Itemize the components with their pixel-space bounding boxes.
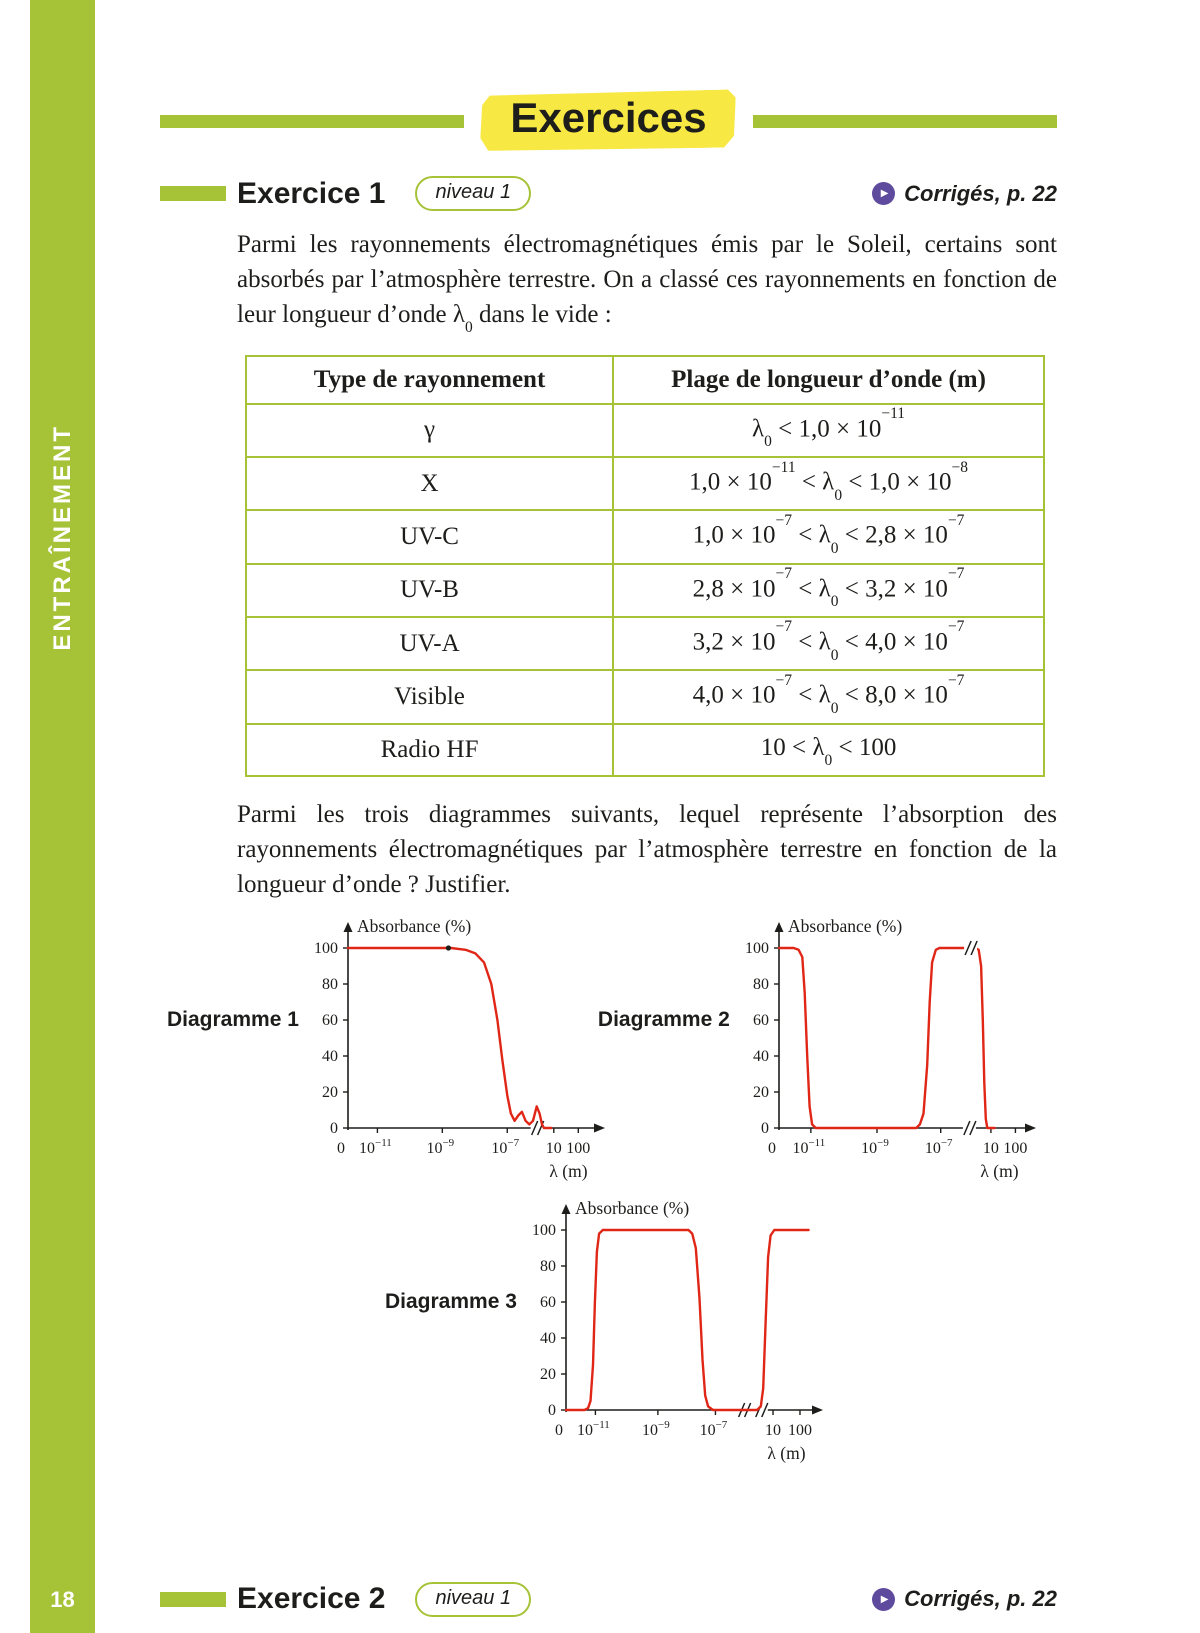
radiation-type-cell: UV-C [246, 510, 613, 563]
absorbance-chart [302, 910, 612, 1182]
x-axis-label: λ (m) [549, 1160, 588, 1181]
y-axis-label: Absorbance (%) [574, 1197, 690, 1218]
diagram-3-chart [520, 1192, 830, 1464]
svg-text:10−9: $10^{-9}$ [641, 1418, 670, 1439]
sidebar-band [30, 0, 95, 1633]
svg-text:10−11: $10^{-11}$ [358, 1136, 392, 1157]
exercise1-question: Parmi les trois diagrammes suivants, lequel représente l’absorption des rayonnements électromagnétiques par l’atmosphère terrestre en fonction de la longueur d’onde ? Justifier. [237, 800, 1057, 898]
exercises-header [160, 92, 1057, 150]
exercise2-level-badge: niveau 1 [415, 1582, 531, 1617]
table-row [246, 457, 1044, 510]
play-circle-icon: ▶ [872, 182, 895, 205]
charts-row-1 [167, 910, 1057, 1182]
svg-text:60: 60 [752, 1011, 769, 1029]
table-row [246, 617, 1044, 670]
absorbance-chart [520, 1192, 830, 1464]
svg-text:10−7: $10^{-7}$ [924, 1136, 953, 1157]
page-title-text: Exercices [510, 94, 707, 141]
page-number: 18 [50, 1587, 75, 1612]
radiation-type-cell: UV-A [246, 617, 613, 670]
svg-text:60: 60 [321, 1011, 338, 1029]
header-rule-left [160, 115, 464, 128]
table-row [246, 670, 1044, 723]
svg-text:10−9: $10^{-9}$ [860, 1136, 889, 1157]
page-content [167, 0, 1057, 1617]
exercise1-title: Exercice 1 [237, 176, 386, 210]
radiation-table [245, 355, 1045, 777]
svg-text:10−9: $10^{-9}$ [426, 1136, 455, 1157]
svg-text:100: 100 [313, 939, 338, 957]
svg-text:0: 0 [767, 1139, 776, 1157]
svg-text:10: 10 [545, 1139, 562, 1157]
radiation-type-cell: γ [246, 404, 613, 457]
svg-text:100: 100 [566, 1139, 591, 1157]
svg-text:100: 100 [1003, 1139, 1028, 1157]
exercise1-intro: Parmi les rayonnements électromagnétiques émis par le Soleil, certains sont absorbés par l’atmosphère terrestre. On a classé ces rayonnements en fonction de leur longueur d’onde $\lambda_0$ dans le vide : [237, 231, 1057, 337]
svg-text:10: 10 [764, 1421, 781, 1439]
svg-text:0: 0 [760, 1119, 769, 1137]
svg-text:0: 0 [547, 1401, 556, 1419]
exercise2-corriges-link[interactable] [872, 1586, 1057, 1612]
svg-text:80: 80 [539, 1257, 556, 1275]
radiation-type-cell: Radio HF [246, 724, 613, 776]
exercise2-title: Exercice 2 [237, 1582, 386, 1616]
wavelength-range-cell: $3,2 \times 10^{-7} < \lambda_0 < 4,0 \times 10^{-7}$ [613, 617, 1044, 670]
sidebar-label-text: ENTRAÎNEMENT [48, 423, 76, 651]
diagram-2-label: Diagramme 2 [597, 1007, 730, 1031]
page-title [480, 92, 736, 150]
svg-text:0: 0 [329, 1119, 338, 1137]
x-axis-label: λ (m) [767, 1442, 806, 1463]
table-header-row [246, 356, 1044, 404]
diagram-3 [385, 1192, 830, 1464]
svg-text:80: 80 [321, 975, 338, 993]
svg-text:10−11: $10^{-11}$ [576, 1418, 610, 1439]
wavelength-range-cell: $1,0 \times 10^{-7} < \lambda_0 < 2,8 \times 10^{-7}$ [613, 510, 1044, 563]
charts-row-2 [385, 1192, 1057, 1464]
table-row [246, 564, 1044, 617]
diagrams-section [167, 910, 1057, 1464]
exercise1-level-badge: niveau 1 [415, 176, 531, 211]
exercise1-marker-bar [160, 186, 226, 201]
wavelength-range-cell: $2,8 \times 10^{-7} < \lambda_0 < 3,2 \times 10^{-7}$ [613, 564, 1044, 617]
svg-text:80: 80 [752, 975, 769, 993]
svg-text:10−7: $10^{-7}$ [699, 1418, 728, 1439]
svg-text:60: 60 [539, 1293, 556, 1311]
diagram-2-chart [733, 910, 1043, 1182]
svg-text:40: 40 [539, 1329, 556, 1347]
y-axis-label: Absorbance (%) [356, 915, 472, 936]
radiation-type-cell: UV-B [246, 564, 613, 617]
corriges-label: Corrigés, p. 22 [904, 180, 1057, 206]
radiation-type-cell: X [246, 457, 613, 510]
sidebar-label [30, 398, 95, 676]
play-circle-icon: ▶ [872, 1588, 895, 1611]
table-row [246, 404, 1044, 457]
wavelength-range-cell: $1,0 \times 10^{-11} < \lambda_0 < 1,0 \times 10^{-8}$ [613, 457, 1044, 510]
radiation-table-body [246, 404, 1044, 776]
svg-text:10−11: $10^{-11}$ [792, 1136, 826, 1157]
svg-text:0: 0 [336, 1139, 345, 1157]
column-header-type: Type de rayonnement [246, 356, 613, 404]
x-axis-label: λ (m) [980, 1160, 1019, 1181]
column-header-range: Plage de longueur d’onde (m) [613, 356, 1044, 404]
radiation-type-cell: Visible [246, 670, 613, 723]
diagram-2 [598, 910, 1043, 1182]
diagram-1-label: Diagramme 1 [167, 1007, 299, 1031]
svg-text:20: 20 [321, 1083, 338, 1101]
svg-text:100: 100 [744, 939, 769, 957]
absorbance-chart [733, 910, 1043, 1182]
svg-text:10: 10 [982, 1139, 999, 1157]
table-row [246, 724, 1044, 776]
diagram-1-chart [302, 910, 612, 1182]
exercise2-header [160, 1582, 1057, 1617]
svg-text:10−7: $10^{-7}$ [491, 1136, 520, 1157]
corriges-label: Corrigés, p. 22 [904, 1586, 1057, 1612]
diagram-1 [167, 910, 612, 1182]
svg-text:40: 40 [321, 1047, 338, 1065]
diagram-3-label: Diagramme 3 [385, 1289, 517, 1313]
wavelength-range-cell: $10 < \lambda_0 < 100$ [613, 724, 1044, 776]
svg-text:20: 20 [539, 1365, 556, 1383]
svg-text:40: 40 [752, 1047, 769, 1065]
svg-text:0: 0 [554, 1421, 563, 1439]
svg-text:100: 100 [787, 1421, 812, 1439]
header-rule-right [753, 115, 1057, 128]
wavelength-range-cell: $\lambda_0 < 1,0 \times 10^{-11}$ [613, 404, 1044, 457]
table-row [246, 510, 1044, 563]
exercise1-header [160, 176, 1057, 211]
y-axis-label: Absorbance (%) [787, 915, 902, 936]
svg-text:100: 100 [531, 1221, 556, 1239]
wavelength-range-cell: $4,0 \times 10^{-7} < \lambda_0 < 8,0 \times 10^{-7}$ [613, 670, 1044, 723]
svg-text:20: 20 [752, 1083, 769, 1101]
exercise1-corriges-link[interactable] [872, 181, 1057, 207]
exercise2-marker-bar [160, 1592, 226, 1607]
